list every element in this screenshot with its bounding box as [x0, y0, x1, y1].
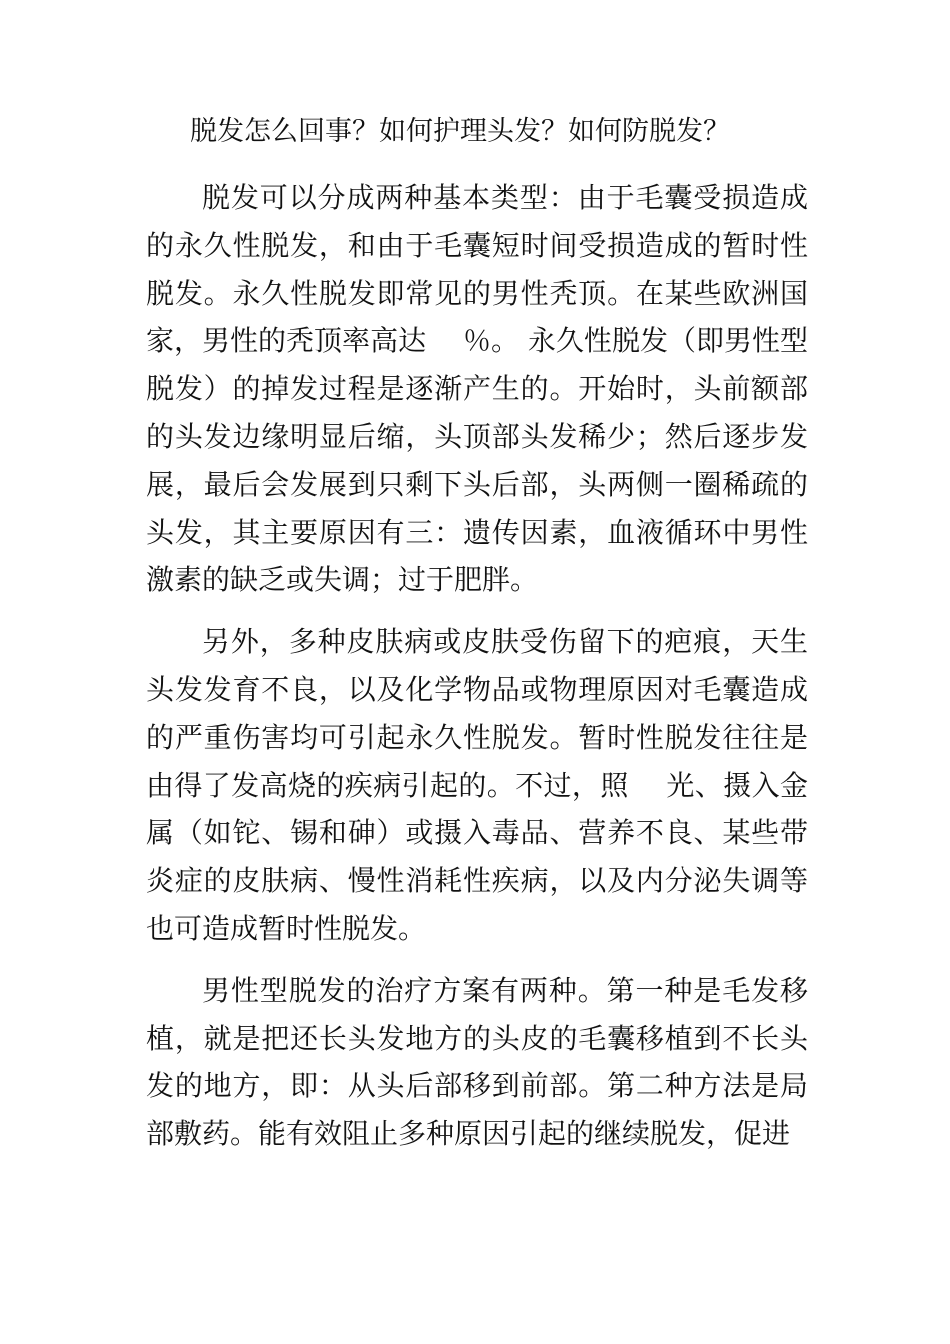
document-body	[146, 110, 808, 1172]
paragraph-1: 脱发可以分成两种基本类型：由于毛囊受损造成的永久性脱发，和由于毛囊短时间受损造成的暂时性脱发。永久性脱发即常见的男性秃顶。在某些欧洲国家，男性的秃顶率高达 ％。 永久性脱发（即男性型脱发）的掉发过程是逐渐产生的。开始时，头前额部的头发边缘明显后缩，头顶部头发稀少；然后逐步发展，最后会发展到只剩下头后部，头两侧一圈稀疏的头发，其主要原因有三：遗传因素，血液循环中男性激素的缺乏或失调；过于肥胖。	[146, 181, 808, 597]
document-title: 脱发怎么回事？如何护理头发？如何防脱发？	[190, 116, 730, 147]
paragraph-2: 另外，多种皮肤病或皮肤受伤留下的疤痕，天生头发发育不良，以及化学物品或物理原因对毛囊造成的严重伤害均可引起永久性脱发。暂时性脱发往往是由得了发高烧的疾病引起的。不过，照 光、摄入金属（如铊、锡和砷）或摄入毒品、营养不良、某些带炎症的皮肤病、慢性消耗性疾病，以及内分泌失调等也可造成暂时性脱发。	[146, 625, 808, 945]
paragraph-3: 男性型脱发的治疗方案有两种。第一种是毛发移植，就是把还长头发地方的头皮的毛囊移植到不长头发的地方，即：从头后部移到前部。第二种方法是局部敷药。能有效阻止多种原因引起的继续脱发，促进	[146, 973, 808, 1151]
